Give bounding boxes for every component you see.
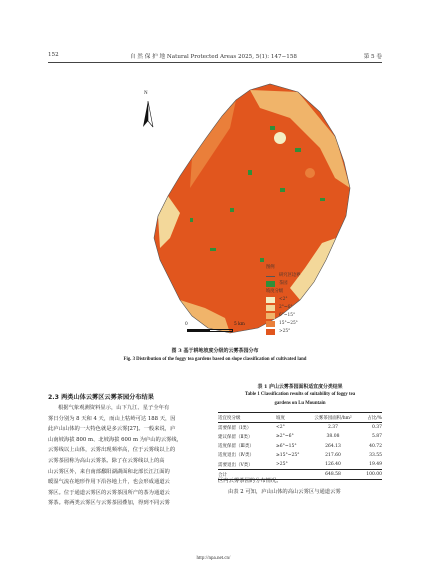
page-number: 152 xyxy=(48,52,59,58)
slope-class-15-25-patch xyxy=(305,168,315,178)
table-title-zh: 表 1 庐山云雾茶园面积适宜度分类结果 xyxy=(257,384,343,390)
table-cell: 264.13 xyxy=(325,443,341,449)
paragraph-line: 雾茶。将两类云雾区与云雾茶园叠加，得到不同云雾 xyxy=(48,500,170,507)
table-row xyxy=(218,442,382,451)
table-row xyxy=(218,432,382,441)
paragraph-line: 云雾线以上山体，云雾出现频率高，位于云雾线以上的 xyxy=(48,447,176,454)
table-cell: 100.00 xyxy=(366,472,382,478)
table-cell: 126.40 xyxy=(325,462,341,468)
table-cell: 19.49 xyxy=(369,462,382,468)
tea-garden-patch xyxy=(248,170,252,175)
legend-swatch-6-15 xyxy=(266,313,275,319)
table-cell: 217.60 xyxy=(325,452,341,458)
table-cell: ≥2°~6° xyxy=(276,434,294,440)
figure-caption-zh: 图 3 基于耕地坡度分级的云雾茶园分布 xyxy=(171,348,259,354)
table-title-en-1: Table 1 Classification results of suitability of foggy tea xyxy=(244,392,356,397)
table-cell: 建议保留（Ⅱ类） xyxy=(218,434,253,440)
legend-boundary: 研究区边界 xyxy=(279,273,301,278)
table-cell: 需要保留（Ⅰ类） xyxy=(218,425,252,431)
legend-swatch-gt25 xyxy=(266,329,275,335)
paragraph-line: 根据气象观测资料显示，山下九江、星子全年有 xyxy=(58,405,170,411)
table-cell: 38.08 xyxy=(326,434,340,440)
tea-garden-patch xyxy=(230,208,234,212)
table-cell: 0.37 xyxy=(371,425,382,431)
table-cell: 648.58 xyxy=(325,472,341,478)
legend-class-4: 15°~25° xyxy=(279,321,298,326)
scale-end: 5 km xyxy=(234,322,245,327)
table-cell: ≥15°~25° xyxy=(276,452,300,458)
header-rule xyxy=(48,62,382,63)
legend-swatch-2-6 xyxy=(266,305,275,311)
legend-class-5: >25° xyxy=(279,329,291,334)
paragraph-line: 雾日分别为 8 天和 4 天，而山上牯岭可达 188 天，因 xyxy=(48,415,176,422)
tea-garden-patch xyxy=(270,126,275,130)
tea-garden-patch xyxy=(190,218,193,222)
tea-garden-patch xyxy=(280,188,285,192)
legend-swatch-tea xyxy=(266,281,275,287)
tea-garden-patch xyxy=(210,248,216,251)
tea-garden-patch xyxy=(260,258,264,262)
header-cell: 坡度 xyxy=(276,415,285,421)
legend-swatch-15-25 xyxy=(266,321,275,327)
paragraph-line: 区内云雾茶园的分布情况。 xyxy=(218,478,282,484)
table-cell: 5.87 xyxy=(371,434,382,440)
paragraph-line: 山云雾区外，来自南部鄱阳湖湖面和北部长江江面的 xyxy=(48,468,170,475)
paragraph-line: 暖湿气流在地形作用下沿谷地上升，也会形成通道云 xyxy=(48,479,170,486)
legend-class-1: <2° xyxy=(279,297,288,302)
figure-caption-en: Fig. 3 Distribution of the foggy tea gardens based on slope classification of cultivated land xyxy=(123,357,307,362)
paragraph-line: 此庐山山体的一大特色就是多云雾[27]。一般来说，庐 xyxy=(48,426,176,433)
legend-tea: 茶园 xyxy=(279,281,288,286)
footer-url[interactable]: http://npa.net.cn/ xyxy=(196,556,231,561)
north-arrow-icon xyxy=(140,93,156,133)
table-row xyxy=(218,451,382,460)
journal-running-head: 自 然 保 护 地 Natural Protected Areas 2025, 5(1): 147−158 xyxy=(130,54,297,60)
legend-swatch-lt2 xyxy=(266,297,275,303)
scale-zero: 0 xyxy=(185,322,188,327)
slope-class-lt2-patch xyxy=(274,132,286,144)
section-title: 2.3 两类山体云雾区云雾茶园分布结果 xyxy=(48,394,154,401)
right-column-text xyxy=(218,476,382,497)
tea-garden-patch xyxy=(320,198,325,201)
map-legend xyxy=(266,264,300,336)
table-row xyxy=(218,423,382,433)
section-paragraph xyxy=(48,403,208,509)
table-cell: <2° xyxy=(276,425,285,431)
header-cell: 云雾茶园面积/hm² xyxy=(314,415,352,421)
table-cell: 合计 xyxy=(218,472,227,478)
table-cell: 适度保留（Ⅲ类） xyxy=(218,444,254,450)
legend-class-2: 2°~6° xyxy=(279,305,293,310)
header-cell: 占比/% xyxy=(367,415,382,421)
volume-label: 第 5 卷 xyxy=(363,54,382,60)
legend-slope-title: 坡度分级 xyxy=(266,289,284,294)
legend-title: 图例 xyxy=(266,265,275,270)
paragraph-line: 雾区。位于通道云雾区的云雾茶园所产的茶为通道云 xyxy=(48,489,170,496)
table-cell: 40.72 xyxy=(369,443,382,449)
table-cell: 33.55 xyxy=(369,452,382,458)
paragraph-line: 云雾茶园称为高山云雾茶。除了在云雾线以上的高 xyxy=(48,457,165,464)
table-cell: >25° xyxy=(276,462,288,468)
table-header-row xyxy=(218,413,382,423)
header-cell: 适宜度分级 xyxy=(218,415,241,421)
table-cell: 2.37 xyxy=(327,425,339,431)
table-row xyxy=(218,460,382,470)
north-label: N xyxy=(144,91,148,96)
scale-bar xyxy=(187,329,233,332)
table-cell: ≥6°~15° xyxy=(276,443,297,449)
table-cell: 适度退出（Ⅳ类） xyxy=(218,453,254,459)
table-cell: 需要退出（Ⅴ类） xyxy=(218,462,253,468)
slope-distribution-map xyxy=(130,78,380,340)
tea-garden-patch xyxy=(295,148,301,152)
suitability-table xyxy=(218,412,382,480)
paragraph-line: 山南坡海拔 800 m、北坡海拔 600 m 为庐山的云雾线， xyxy=(48,436,183,443)
paragraph-line: 由表 2 可知，庐山山体的高山云雾区与通道云雾 xyxy=(228,488,341,495)
legend-class-3: 6°~15° xyxy=(279,313,296,318)
table-title-en-2: gardens on Lu Mountain xyxy=(274,401,326,406)
